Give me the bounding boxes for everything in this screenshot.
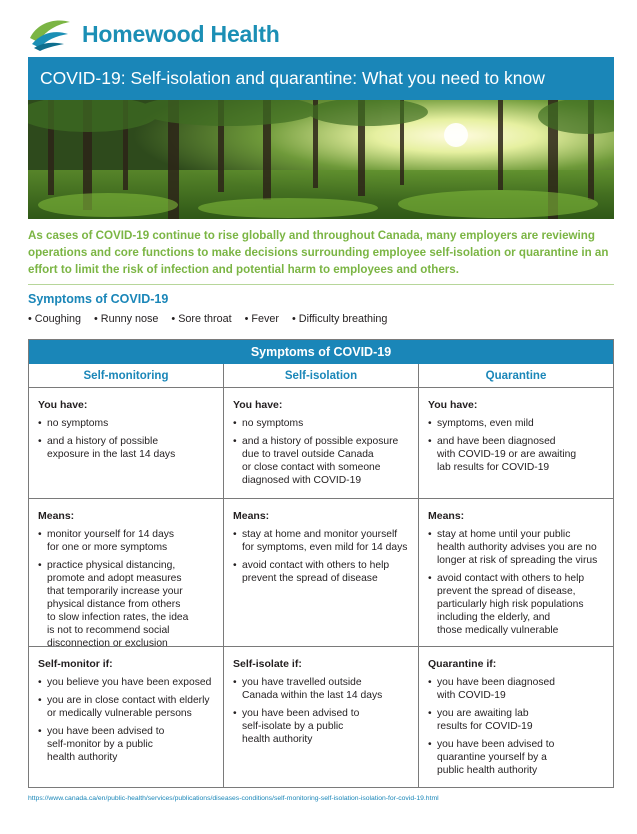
table-cell [29, 647, 224, 788]
intro-paragraph: As cases of COVID-19 continue to rise globally and throughout Canada, many employers are reviewing operations and core functions to make decisions surrounding employee self-isolation or quarantine in an effort to limit the risk of infection and potential harm to employees and others. [28, 229, 609, 276]
cell-bullet: • and have been diagnosed with COVID-19 or are awaiting lab results for COVID-19 [428, 435, 605, 474]
table-row [29, 499, 613, 647]
cell-bullet: • you have been diagnosed with COVID-19 [428, 676, 605, 702]
cell-bullet: • and a history of possible exposure in the last 14 days [38, 435, 215, 461]
table-cell [419, 388, 613, 498]
symptom-item: • Difficulty breathing [292, 313, 388, 325]
table-title: Symptoms of COVID-19 [29, 340, 613, 364]
cell-bullet: • stay at home and monitor yourself for symptoms, even mild for 14 days [233, 528, 410, 554]
section-divider [28, 284, 614, 285]
forest-sunlight-image [28, 100, 614, 219]
table-cell [224, 647, 419, 788]
brand-logo [28, 14, 280, 54]
cell-bullet: • no symptoms [38, 417, 215, 430]
page-title: COVID-19: Self-isolation and quarantine: What you need to know [28, 57, 614, 100]
table-body [29, 388, 613, 788]
cell-bullet: • stay at home until your public health authority advises you are no longer at risk of spreading the virus [428, 528, 605, 567]
cell-bullet: • practice physical distancing, promote and adopt measures that temporarily increase your physical distance from others to slow infection rates, the idea is not to recommend social disconnection or exclusion [38, 559, 215, 650]
table-row [29, 388, 613, 499]
brand-name: Homewood Health [82, 20, 280, 47]
cell-bullet: • you have travelled outside Canada within the last 14 days [233, 676, 410, 702]
cell-title: You have: [233, 399, 283, 411]
cell-bullet: • you believe you have been exposed [38, 676, 215, 689]
table-cell [224, 388, 419, 498]
symptom-item: • Fever [244, 313, 280, 325]
table-cell [419, 499, 613, 646]
cell-bullet: • and a history of possible exposure due to travel outside Canada or close contact with someone diagnosed with COVID-19 [233, 435, 410, 487]
symptom-item: • Runny nose [94, 313, 159, 325]
column-header-self-isolation: Self-isolation [224, 364, 419, 387]
cell-bullet: • you are awaiting lab results for COVID-19 [428, 707, 605, 733]
table-column-headers [29, 364, 613, 388]
cell-title: Self-monitor if: [38, 658, 113, 670]
table-cell [419, 647, 613, 788]
symptom-item: • Coughing [28, 313, 82, 325]
cell-bullet: • you have been advised to quarantine yourself by a public health authority [428, 738, 605, 777]
cell-title: Self-isolate if: [233, 658, 302, 670]
column-header-self-monitoring: Self-monitoring [29, 364, 224, 387]
symptoms-heading: Symptoms of COVID-19 [28, 292, 169, 306]
symptom-item: • Sore throat [171, 313, 232, 325]
leaf-logo-icon [28, 16, 72, 52]
symptoms-table [28, 339, 614, 788]
table-row [29, 647, 613, 788]
table-cell [224, 499, 419, 646]
cell-title: Means: [428, 510, 465, 522]
cell-bullet: • you are in close contact with elderly or medically vulnerable persons [38, 694, 215, 720]
cell-title: You have: [38, 399, 88, 411]
table-cell [29, 388, 224, 498]
cell-bullet: • you have been advised to self-monitor by a public health authority [38, 725, 215, 764]
table-cell [29, 499, 224, 649]
cell-bullet: • avoid contact with others to help prevent the spread of disease, particularly high risk populations including the elderly, and those medically vulnerable [428, 572, 605, 637]
column-header-quarantine: Quarantine [485, 370, 547, 382]
symptoms-list [28, 313, 397, 325]
cell-title: Means: [233, 510, 270, 522]
cell-title: You have: [428, 399, 478, 411]
cell-bullet: • no symptoms [233, 417, 410, 430]
cell-title: Quarantine if: [428, 658, 497, 670]
cell-bullet: • monitor yourself for 14 days for one or more symptoms [38, 528, 215, 554]
source-url[interactable]: https://www.canada.ca/en/public-health/services/publications/diseases-conditions/self-monitoring-self-isolation-isolation-for-covid-19.html [28, 795, 439, 802]
cell-bullet: • avoid contact with others to help prevent the spread of disease [233, 559, 410, 585]
cell-bullet: • symptoms, even mild [428, 417, 605, 430]
cell-bullet: • you have been advised to self-isolate by a public health authority [233, 707, 410, 746]
cell-title: Means: [38, 510, 75, 522]
